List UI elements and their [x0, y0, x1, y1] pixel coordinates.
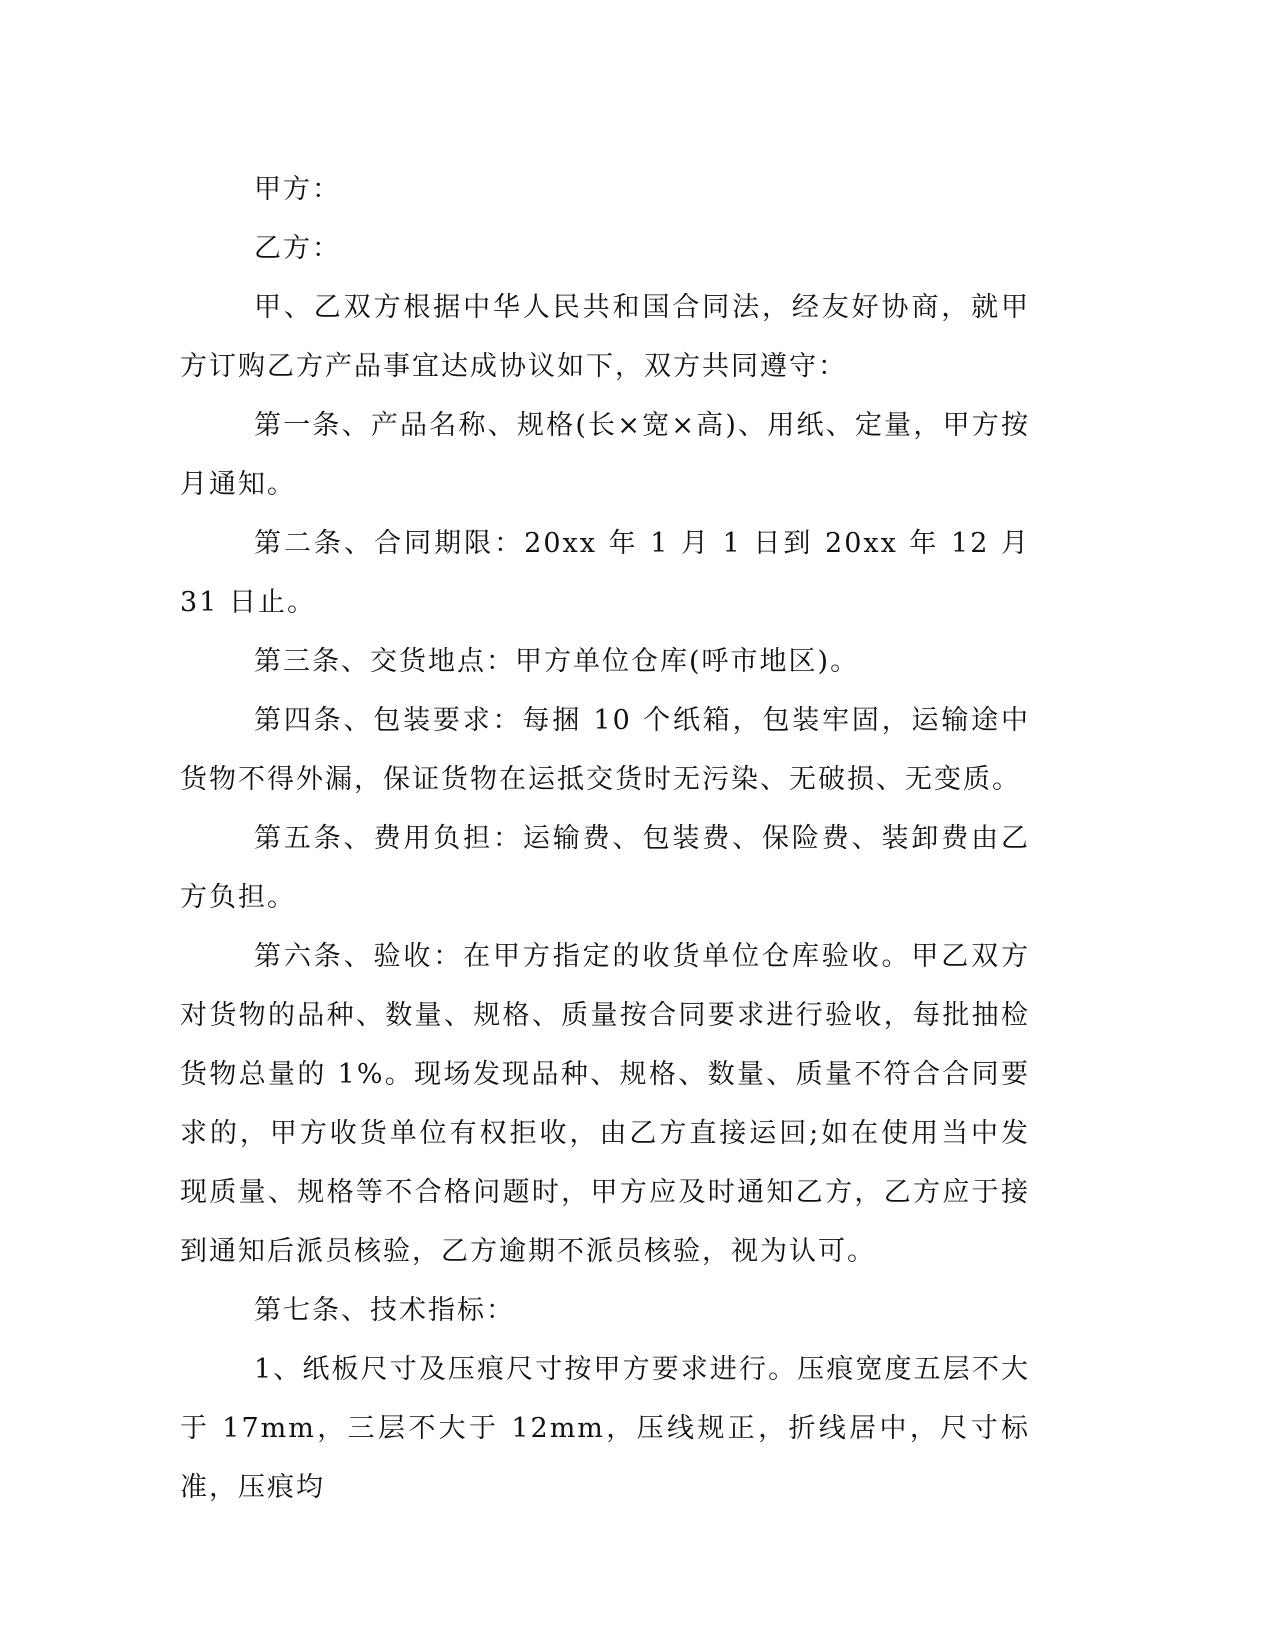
document-body — [180, 160, 1030, 1517]
article-1: 第一条、产品名称、规格(长×宽×高)、用纸、定量，甲方按月通知。 — [180, 410, 1030, 500]
article-7-heading: 第七条、技术指标： — [254, 1295, 515, 1326]
party-a-line: 甲方： — [254, 174, 341, 205]
article-6: 第六条、验收：在甲方指定的收货单位仓库验收。甲乙双方对货物的品种、数量、规格、质量按合同要求进行验收，每批抽检货物总量的 1%。现场发现品种、规格、数量、质量不符合合同要求的，甲方收货单位有权拒收，由乙方直接运回;如在使用当中发现质量、规格等不合格问题时，甲方应及时通知乙方，乙方应于接到通知后派员核验，乙方逾期不派员核验，视为认可。 — [180, 941, 1030, 1267]
article-4: 第四条、包装要求：每捆 10 个纸箱，包装牢固，运输途中货物不得外漏，保证货物在运抵交货时无污染、无破损、无变质。 — [180, 705, 1030, 795]
article-7-item-1: 1、纸板尺寸及压痕尺寸按甲方要求进行。压痕宽度五层不大于 17mm，三层不大于 12mm，压线规正，折线居中，尺寸标准，压痕均 — [180, 1354, 1030, 1503]
preamble-paragraph: 甲、乙双方根据中华人民共和国合同法，经友好协商，就甲方订购乙方产品事宜达成协议如下，双方共同遵守： — [180, 292, 1030, 382]
article-3: 第三条、交货地点：甲方单位仓库(呼市地区)。 — [254, 646, 860, 677]
party-b-line: 乙方： — [254, 233, 341, 264]
article-2: 第二条、合同期限：20xx 年 1 月 1 日到 20xx 年 12 月 31 日止。 — [180, 528, 1030, 618]
article-5: 第五条、费用负担：运输费、包装费、保险费、装卸费由乙方负担。 — [180, 823, 1030, 913]
